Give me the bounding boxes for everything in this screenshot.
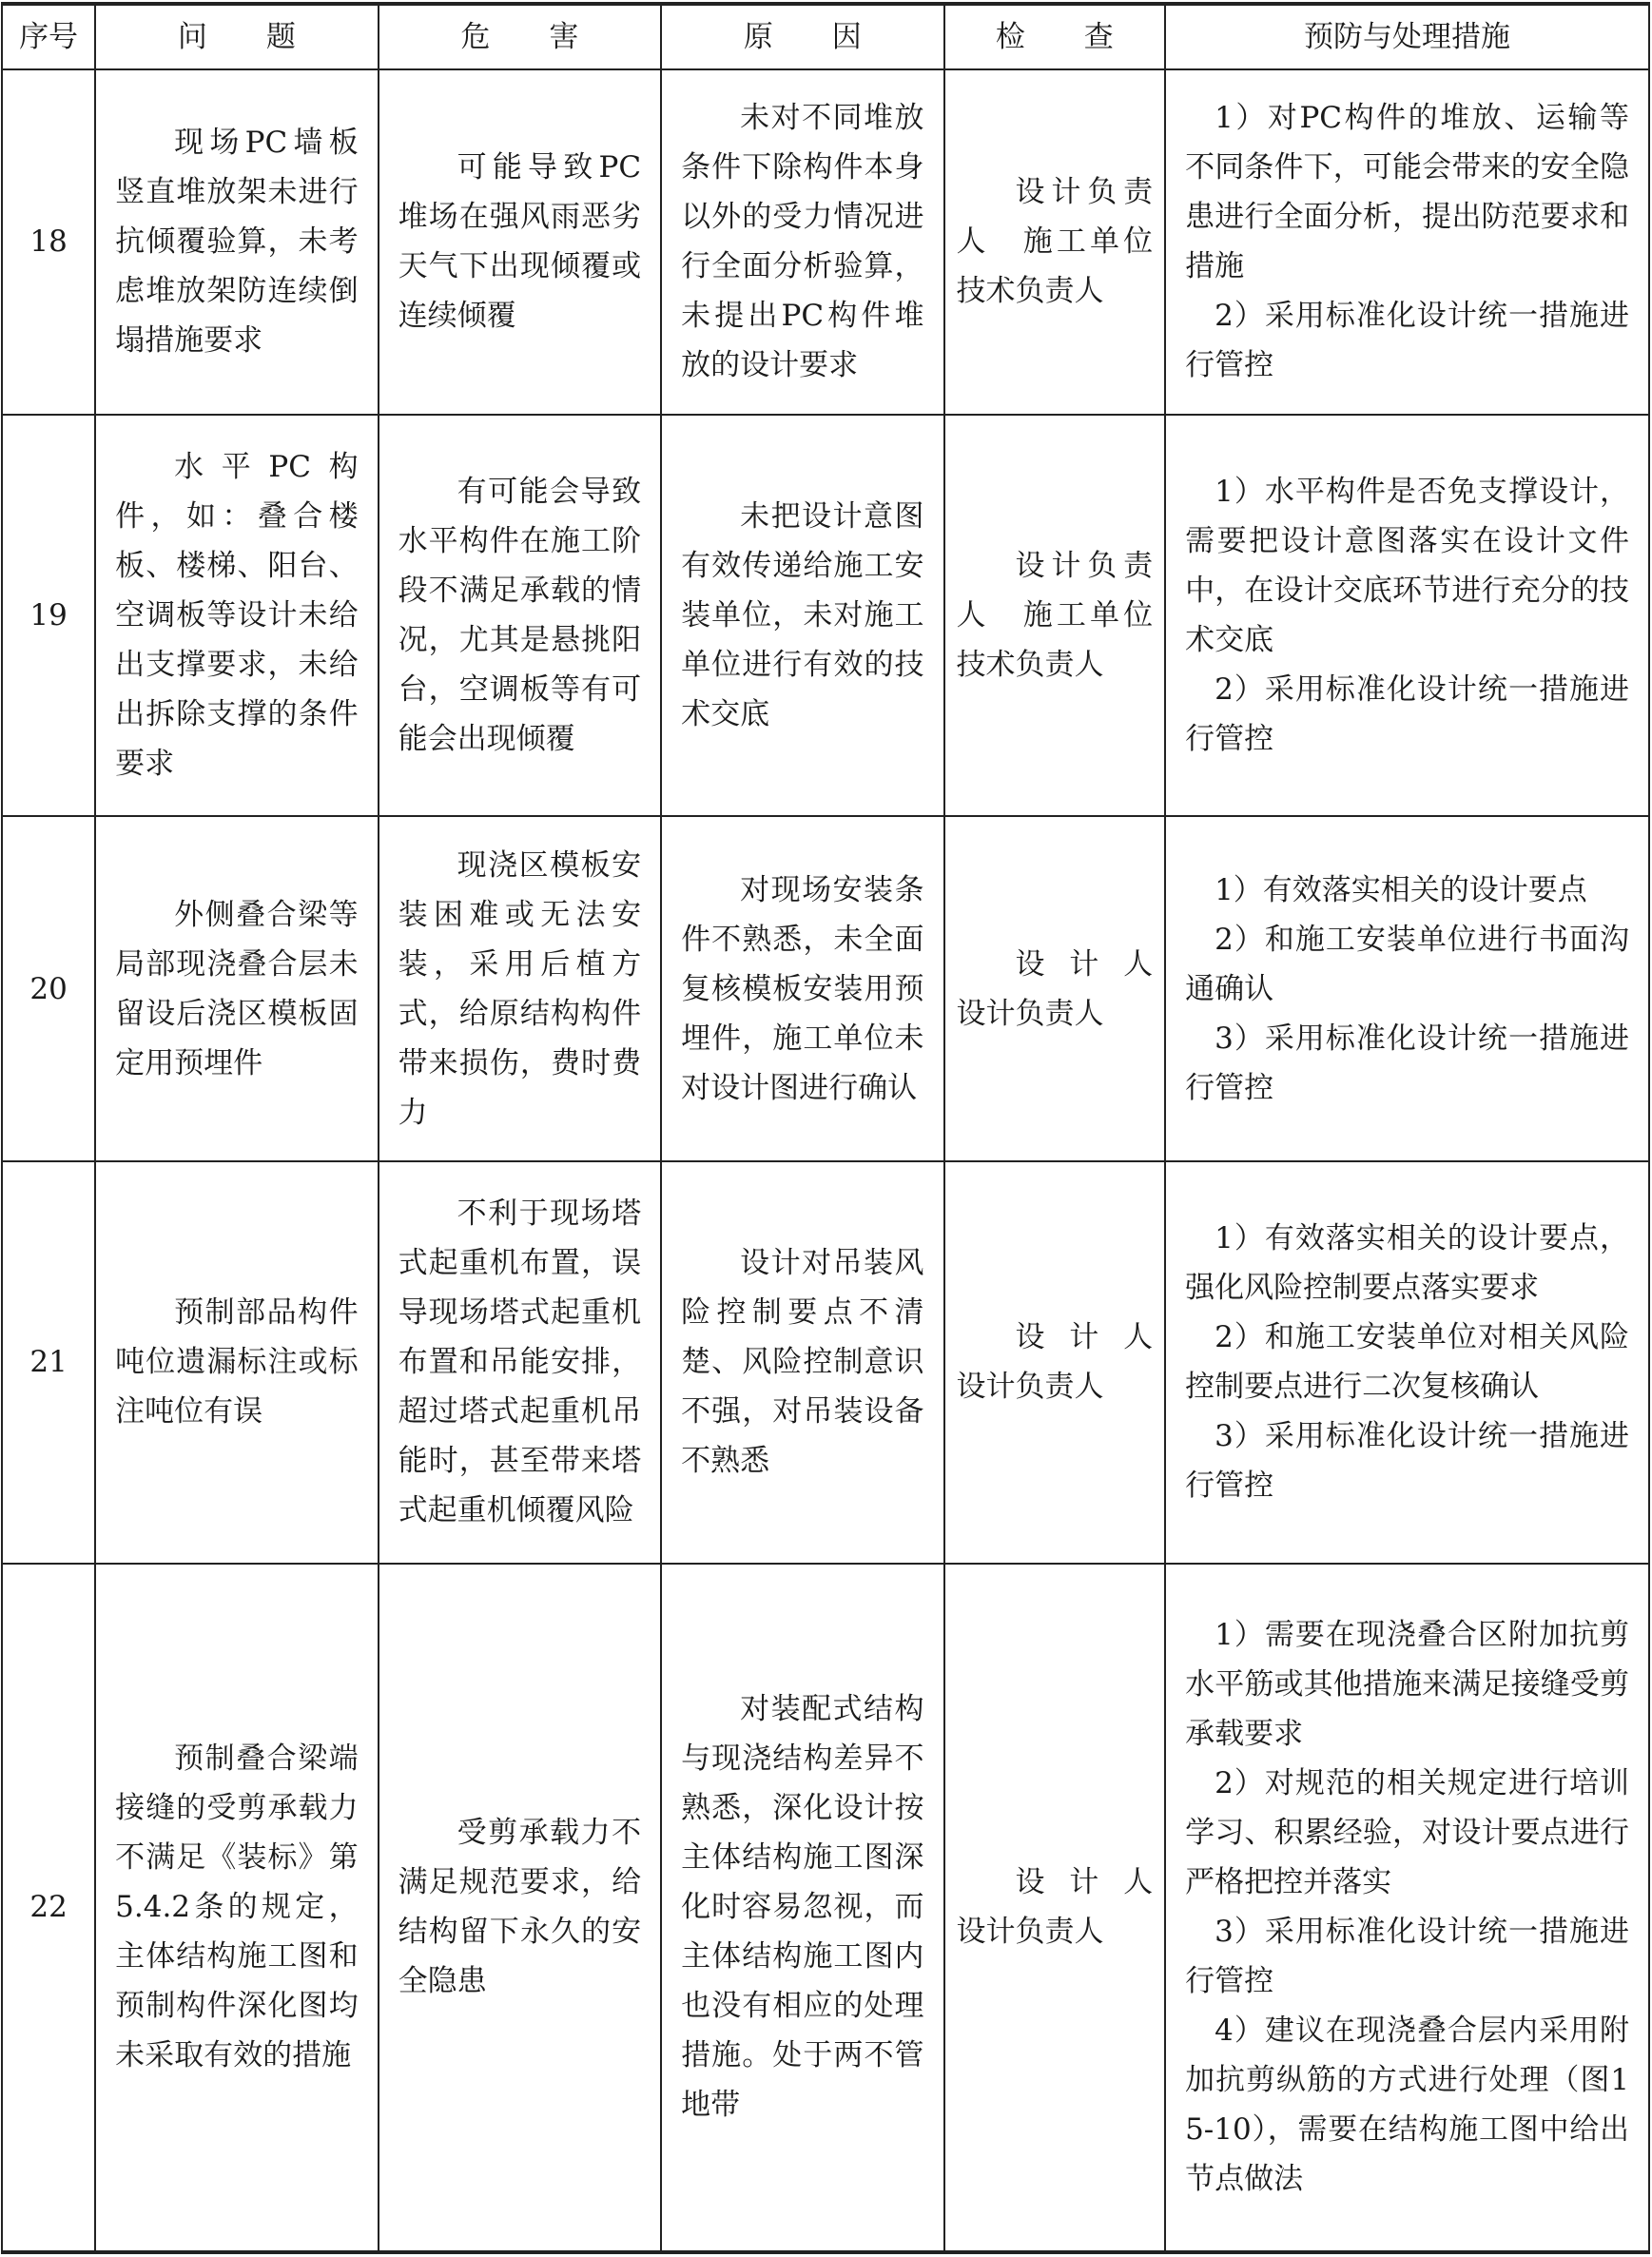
row-number: 19 [2,415,95,817]
measure-item: 2）采用标准化设计统一措施进行管控 [1185,299,1629,383]
measure-item: 1）需要在现浇叠合区附加抗剪水平筋或其他措施来满足接缝受剪承载要求 [1185,1618,1629,1752]
measures-cell [1165,415,1649,817]
header-problem: 问 题 [95,4,378,69]
cause-cell: 对装配式结构与现浇结构差异不熟悉，深化设计按主体结构施工图深化时容易忽视，而主体结构施工图内也没有相应的处理措施。处于两不管地带 [661,1564,943,2252]
harm-cell: 受剪承载力不满足规范要求，给结构留下永久的安全隐患 [379,1564,661,2252]
problem-cell: 外侧叠合梁等局部现浇叠合层未留设后浇区模板固定用预埋件 [95,816,378,1161]
risk-table [1,2,1650,2254]
measure-item: 2）对规范的相关规定进行培训学习、积累经验，对设计要点进行严格把控并落实 [1185,1766,1629,1900]
measures-cell [1165,1564,1649,2252]
row-number: 20 [2,816,95,1161]
measures-cell [1165,69,1649,415]
harm-cell: 有可能会导致水平构件在施工阶段不满足承载的情况，尤其是悬挑阳台，空调板等有可能会出现倾覆 [379,415,661,817]
measure-item: 1）有效落实相关的设计要点 [1215,872,1587,907]
header-measures: 预防与处理措施 [1165,4,1649,69]
row-number: 22 [2,1564,95,2252]
header-no: 序号 [2,4,95,69]
check-cell: 设计负责人 施工单位技术负责人 [944,415,1166,817]
measure-item: 3）采用标准化设计统一措施进行管控 [1185,1021,1629,1105]
check-cell: 设计人 设计负责人 [944,816,1166,1161]
table-row [2,1161,1649,1564]
measure-item: 2）和施工安装单位进行书面沟通确认 [1185,922,1629,1006]
measure-item: 1）水平构件是否免支撑设计，需要把设计意图落实在设计文件中，在设计交底环节进行充分的技术交底 [1185,475,1629,658]
cause-cell: 未对不同堆放条件下除构件本身以外的受力情况进行全面分析验算，未提出PC构件堆放的设计要求 [661,69,943,415]
header-cause: 原 因 [661,4,943,69]
table-row [2,816,1649,1161]
measures-cell [1165,816,1649,1161]
cause-cell: 对现场安装条件不熟悉，未全面复核模板安装用预埋件，施工单位未对设计图进行确认 [661,816,943,1161]
table-row [2,1564,1649,2252]
measure-item: 1）对PC构件的堆放、运输等不同条件下，可能会带来的安全隐患进行全面分析，提出防范要求和措施 [1185,101,1629,284]
measure-item: 3）采用标准化设计统一措施进行管控 [1185,1419,1629,1504]
harm-cell: 现浇区模板安装困难或无法安装，采用后植方式，给原结构构件带来损伤，费时费力 [379,816,661,1161]
table-row [2,69,1649,415]
header-harm: 危 害 [379,4,661,69]
measure-item: 2）采用标准化设计统一措施进行管控 [1185,672,1629,757]
check-cell: 设计负责人 施工单位技术负责人 [944,69,1166,415]
harm-cell: 可能导致PC堆场在强风雨恶劣天气下出现倾覆或连续倾覆 [379,69,661,415]
check-cell: 设计人 设计负责人 [944,1161,1166,1564]
row-number: 18 [2,69,95,415]
table-row [2,415,1649,817]
check-cell: 设计人 设计负责人 [944,1564,1166,2252]
cause-cell: 设计对吊装风险控制要点不清楚、风险控制意识不强，对吊装设备不熟悉 [661,1161,943,1564]
measure-item: 3）采用标准化设计统一措施进行管控 [1185,1915,1629,1999]
header-check: 检 查 [944,4,1166,69]
problem-cell: 现场PC墙板竖直堆放架未进行抗倾覆验算，未考虑堆放架防连续倒塌措施要求 [95,69,378,415]
measures-cell [1165,1161,1649,1564]
problem-cell: 预制部品构件吨位遗漏标注或标注吨位有误 [95,1161,378,1564]
problem-cell: 预制叠合梁端接缝的受剪承载力不满足《装标》第5.4.2条的规定，主体结构施工图和预制构件深化图均未采取有效的措施 [95,1564,378,2252]
measure-item: 1）有效落实相关的设计要点，强化风险控制要点落实要求 [1185,1221,1629,1306]
measure-item: 2）和施工安装单位对相关风险控制要点进行二次复核确认 [1185,1320,1629,1405]
cause-cell: 未把设计意图有效传递给施工安装单位，未对施工单位进行有效的技术交底 [661,415,943,817]
row-number: 21 [2,1161,95,1564]
harm-cell: 不利于现场塔式起重机布置，误导现场塔式起重机布置和吊能安排，超过塔式起重机吊能时，甚至带来塔式起重机倾覆风险 [379,1161,661,1564]
problem-cell: 水平PC构件，如：叠合楼板、楼梯、阳台、空调板等设计未给出支撑要求，未给出拆除支撑的条件要求 [95,415,378,817]
measure-item: 4）建议在现浇叠合层内采用附加抗剪纵筋的方式进行处理（图15-10），需要在结构施工图中给出节点做法 [1185,2014,1629,2197]
table-header-row [2,4,1649,69]
